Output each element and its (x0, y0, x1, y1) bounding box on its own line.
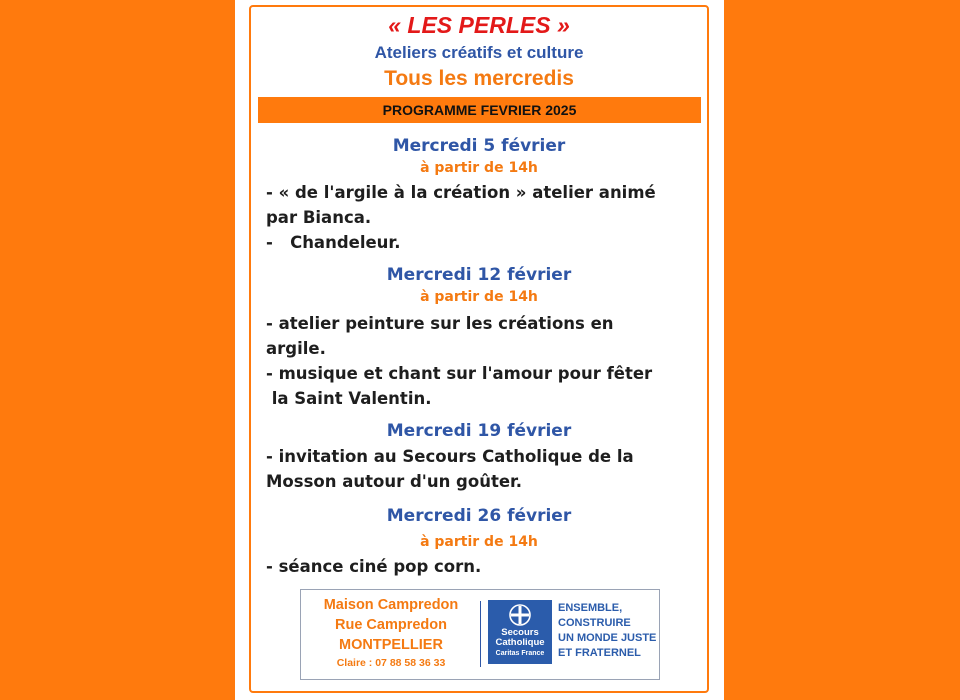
footer-city: MONTPELLIER (339, 637, 443, 653)
footer-street: Rue Campredon (335, 617, 447, 633)
event-line: - « de l'argile à la création » atelier animé (266, 183, 656, 202)
slogan-line: ENSEMBLE, (558, 602, 623, 614)
event-line: - atelier peinture sur les créations en (266, 314, 614, 333)
event-line: la Saint Valentin. (266, 389, 432, 408)
flyer-schedule: Tous les mercredis (384, 67, 574, 90)
programme-banner: PROGRAMME FEVRIER 2025 (258, 97, 701, 123)
footer-contact: Claire : 07 88 58 36 33 (336, 657, 446, 669)
flyer-subtitle: Ateliers créatifs et culture (374, 43, 584, 62)
event-date: Mercredi 19 février (386, 421, 572, 441)
slogan-line: CONSTRUIRE (558, 617, 631, 629)
event-line: - Chandeleur. (266, 233, 401, 252)
footer-place: Maison Campredon (323, 597, 459, 613)
event-date: Mercredi 12 février (386, 265, 572, 285)
event-date: Mercredi 5 février (392, 136, 566, 156)
event-line: par Bianca. (266, 208, 372, 227)
event-line: - musique et chant sur l'amour pour fêter (266, 364, 653, 383)
event-time: à partir de 14h (420, 289, 538, 305)
secours-catholique-logo (488, 600, 552, 664)
slogan-line: ET FRATERNEL (558, 647, 641, 659)
slogan-line: UN MONDE JUSTE (558, 632, 657, 644)
footer-divider (480, 601, 481, 667)
logo-line: Caritas France (495, 650, 545, 657)
event-line: - invitation au Secours Catholique de la (266, 447, 634, 466)
logo-line: Catholique (495, 637, 545, 648)
event-line: Mosson autour d'un goûter. (266, 472, 523, 491)
flyer-title: « LES PERLES » (388, 12, 570, 38)
event-line: - séance ciné pop corn. (266, 557, 482, 576)
event-time: à partir de 14h (420, 160, 538, 176)
logo-line: Secours (501, 627, 539, 638)
cross-emblem-icon (508, 603, 532, 627)
event-date: Mercredi 26 février (386, 506, 572, 526)
event-line: argile. (266, 339, 326, 358)
event-time: à partir de 14h (420, 534, 538, 550)
